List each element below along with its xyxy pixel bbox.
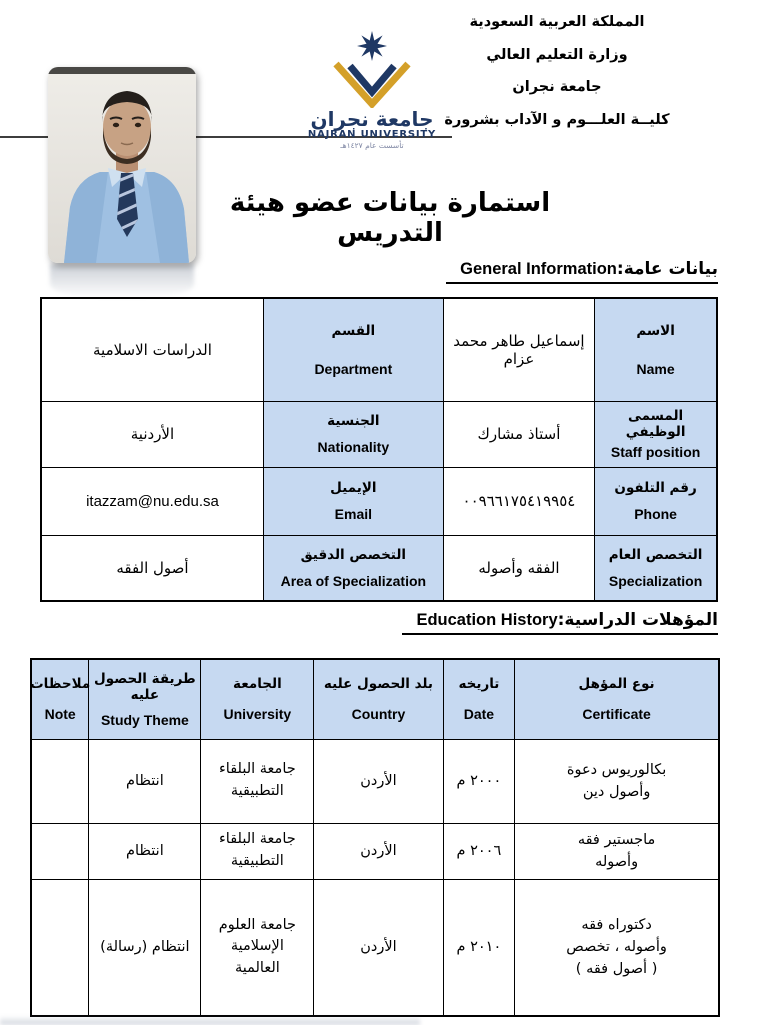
- logo-chevron-gold-icon: [336, 64, 408, 104]
- label-en: Country: [351, 706, 406, 723]
- field-label-department: [263, 298, 443, 401]
- label-en: Study Theme: [100, 711, 189, 728]
- label-en: Certificate: [582, 706, 651, 723]
- photo-reflection: [50, 264, 194, 298]
- label-ar: القسم: [331, 322, 376, 339]
- field-value-department: الدراسات الاسلامية: [41, 298, 263, 401]
- column-header-date: [443, 659, 515, 739]
- education-heading-ar: المؤهلات الدراسية:: [557, 610, 718, 630]
- label-ar: الاسم: [636, 322, 675, 339]
- logo-english-name: NAJRAN UNIVERSITY: [307, 129, 437, 140]
- label-ar: التخصص العام: [608, 547, 703, 563]
- logo-star-icon: [302, 30, 442, 108]
- certificate-text: ماجستير فقه وأصوله: [577, 831, 656, 870]
- label-en: Name: [636, 360, 675, 377]
- column-header-certificate: [515, 659, 719, 739]
- label-ar: رقم التلفون: [614, 479, 697, 496]
- field-value-email: itazzam@nu.edu.sa: [41, 467, 263, 535]
- org-line-ministry: وزارة التعليم العالي: [486, 46, 628, 63]
- certificate-text: دكتوراه فقه وأصوله ، تخصص ( أصول فقه ): [566, 916, 667, 978]
- field-value-phone: ٠٠٩٦٦١٧٥٤١٩٩٥٤: [443, 467, 594, 535]
- label-en: Email: [334, 506, 373, 523]
- cell-date: ٢٠١٠ م: [443, 879, 515, 1016]
- label-ar: ملاحظات: [30, 676, 91, 693]
- field-value-specialization: الفقه وأصوله: [443, 535, 594, 601]
- label-en: Department: [314, 360, 393, 377]
- certificate-text: بكالوريوس دعوة وأصول دين: [566, 761, 667, 800]
- cell-university: [201, 879, 314, 1016]
- general-info-heading: [446, 259, 718, 284]
- logo-founded-text: تأسست عام ١٤٢٧هـ: [340, 141, 404, 150]
- cell-date: ٢٠٠٦ م: [443, 823, 515, 879]
- org-line-college: كليــة العلـــوم و الآداب بشرورة: [444, 111, 670, 128]
- field-value-staff-position: أستاذ مشارك: [443, 401, 594, 467]
- education-history-heading: [402, 610, 718, 635]
- org-line-university: جامعة نجران: [512, 79, 602, 95]
- university-text: جامعة البلقاء التطبيقية: [218, 761, 296, 799]
- cell-country: الأردن: [314, 739, 443, 823]
- cell-certificate: [515, 879, 719, 1016]
- label-ar: الجامعة: [233, 676, 282, 693]
- column-header-country: [314, 659, 443, 739]
- label-en: Specialization: [608, 572, 703, 589]
- label-ar: التخصص الدقيق: [300, 547, 407, 563]
- university-logo: [299, 30, 445, 150]
- cell-university: [201, 823, 314, 879]
- field-label-area-of-specialization: [263, 535, 443, 601]
- cell-study-theme: انتظام: [89, 823, 201, 879]
- cell-certificate: [515, 739, 719, 823]
- label-en: Staff position: [610, 444, 701, 461]
- field-value-area-of-specialization: أصول الفقه: [41, 535, 263, 601]
- cell-country: الأردن: [314, 879, 443, 1016]
- organization-text-block: [397, 6, 717, 136]
- cell-study-theme: انتظام (رسالة): [89, 879, 201, 1016]
- label-ar: المسمى الوظيفي: [625, 407, 686, 440]
- label-ar: الإيميل: [330, 479, 377, 496]
- general-info-heading-en: General Information: [460, 260, 617, 278]
- label-en: Area of Specialization: [280, 572, 427, 589]
- cell-country: الأردن: [314, 823, 443, 879]
- label-ar: الجنسية: [327, 413, 380, 430]
- org-line-country: المملكة العربية السعودية: [469, 14, 645, 30]
- university-text: جامعة العلوم الإسلامية العالمية: [218, 916, 296, 977]
- field-label-name: [595, 298, 717, 401]
- logo-arabic-name: جامعة نجران: [310, 107, 434, 131]
- education-row: [31, 823, 719, 879]
- field-label-staff-position: [595, 401, 717, 467]
- cell-university: [201, 739, 314, 823]
- label-en: University: [223, 706, 292, 723]
- cell-note: [31, 739, 89, 823]
- field-label-phone: [595, 467, 717, 535]
- label-ar: نوع المؤهل: [578, 676, 655, 693]
- university-text: جامعة البلقاء التطبيقية: [218, 831, 296, 869]
- field-label-nationality: [263, 401, 443, 467]
- field-value-name: إسماعيل طاهر محمد عزام: [443, 298, 594, 401]
- label-ar: طريقة الحصول عليه: [94, 670, 196, 703]
- portrait-image: [48, 67, 196, 263]
- cell-note: [31, 823, 89, 879]
- column-header-study-theme: [89, 659, 201, 739]
- field-label-specialization: [595, 535, 717, 601]
- cell-note: [31, 879, 89, 1016]
- label-en: Phone: [634, 506, 677, 523]
- education-heading-en: Education History: [416, 611, 558, 629]
- field-value-nationality: الأردنية: [41, 401, 263, 467]
- cell-date: ٢٠٠٠ م: [443, 739, 515, 823]
- page-bottom-reflection: [0, 1016, 420, 1025]
- education-row: [31, 739, 719, 823]
- label-ar: بلد الحصول عليه: [323, 676, 434, 693]
- column-header-note: [31, 659, 89, 739]
- cell-certificate: [515, 823, 719, 879]
- education-row: [31, 879, 719, 1016]
- general-info-heading-ar: بيانات عامة:: [616, 259, 718, 279]
- label-en: Date: [463, 706, 495, 723]
- education-table: [30, 658, 720, 1017]
- field-label-email: [263, 467, 443, 535]
- label-en: Note: [44, 706, 76, 723]
- form-title: استمارة بيانات عضو هيئة التدريس: [229, 188, 551, 248]
- cell-study-theme: انتظام: [89, 739, 201, 823]
- faculty-photo: [48, 67, 196, 263]
- column-header-university: [201, 659, 314, 739]
- general-info-table: [40, 297, 718, 602]
- label-en: Nationality: [317, 438, 390, 455]
- label-ar: تاريخه: [458, 676, 500, 693]
